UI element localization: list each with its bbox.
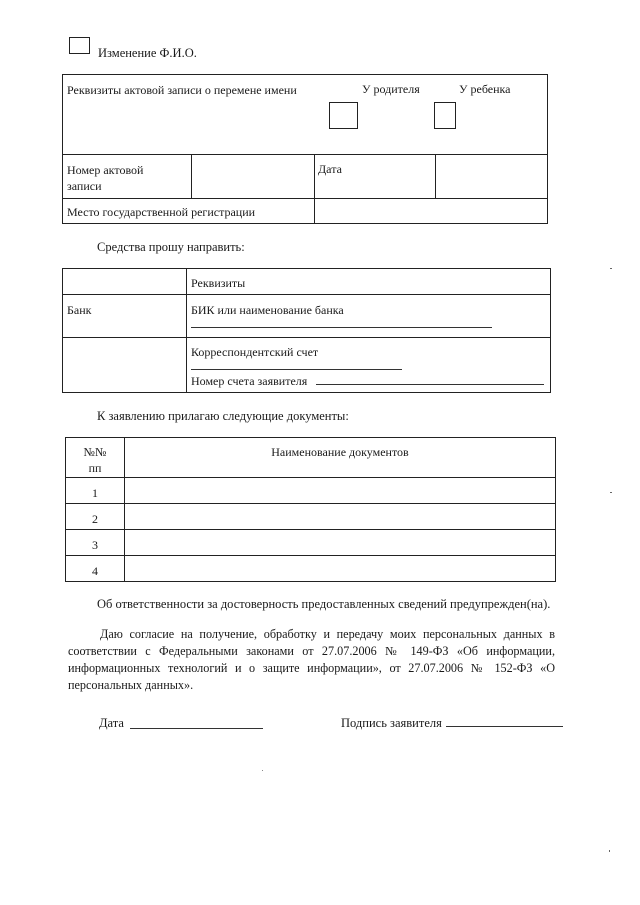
funds-intro: Средства прошу направить:: [97, 240, 245, 254]
act-number-label-line1: Номер актовой: [67, 163, 144, 177]
document-name-field[interactable]: [125, 556, 555, 581]
bank-table-header: Реквизиты: [191, 276, 246, 290]
act-date-field[interactable]: [436, 155, 547, 197]
parent-checkbox[interactable]: [329, 102, 358, 129]
child-checkbox[interactable]: [434, 102, 456, 129]
scan-speck: [262, 770, 263, 771]
col-name-header: Наименование документов: [271, 445, 409, 459]
scan-speck: [609, 850, 610, 852]
act-number-field[interactable]: [192, 155, 313, 197]
col-number-header-line2: пп: [88, 461, 102, 475]
documents-intro: К заявлению прилагаю следующие документы:: [97, 409, 349, 423]
act-number-label-line2: записи: [67, 179, 102, 193]
registration-place-label: Место государственной регистрации: [67, 205, 256, 219]
footer-date-label: Дата: [99, 716, 124, 730]
act-date-label: Дата: [318, 162, 342, 176]
document-name-field[interactable]: [125, 478, 555, 502]
bank-label: Банк: [67, 303, 92, 317]
parent-label: У родителя: [362, 82, 420, 96]
table-row-number: 4: [92, 564, 98, 578]
table-row-number: 3: [92, 538, 98, 552]
signature-input-line[interactable]: [446, 726, 563, 727]
name-change-label: Изменение Ф.И.О.: [98, 46, 197, 60]
col-number-header-line1: №№: [83, 445, 107, 459]
document-name-field[interactable]: [125, 530, 555, 554]
name-change-checkbox[interactable]: [69, 37, 90, 54]
scan-speck: [610, 492, 612, 493]
consent-text: Даю согласие на получение, обработку и передачу моих персональных данных в соответствии с Федеральными законами от 27.07.2006 № 149-ФЗ «Об информации, информационных технологий и о защите информации», от 27.07.2006 № 152-ФЗ «О персональных данных».: [68, 627, 555, 692]
registration-place-field[interactable]: [315, 199, 547, 223]
responsibility-statement: Об ответственности за достоверность предоставленных сведений предупрежден(на).: [97, 597, 551, 611]
signature-label: Подпись заявителя: [341, 716, 442, 730]
table-row-number: 2: [92, 512, 98, 526]
consent-paragraph: [68, 626, 555, 694]
act-record-title: Реквизиты актовой записи о перемене имени: [67, 83, 297, 97]
child-label: У ребенка: [459, 82, 511, 96]
bic-label: БИК или наименование банка: [191, 303, 344, 317]
corr-account-input-line[interactable]: [191, 369, 402, 370]
bic-input-line[interactable]: [191, 327, 492, 328]
table-row-number: 1: [92, 486, 98, 500]
footer-date-input-line[interactable]: [130, 728, 263, 729]
corr-account-label: Корреспондентский счет: [191, 345, 319, 359]
account-input-line[interactable]: [316, 384, 544, 385]
scan-speck: [610, 268, 612, 269]
document-name-field[interactable]: [125, 504, 555, 528]
account-label: Номер счета заявителя: [191, 374, 308, 388]
